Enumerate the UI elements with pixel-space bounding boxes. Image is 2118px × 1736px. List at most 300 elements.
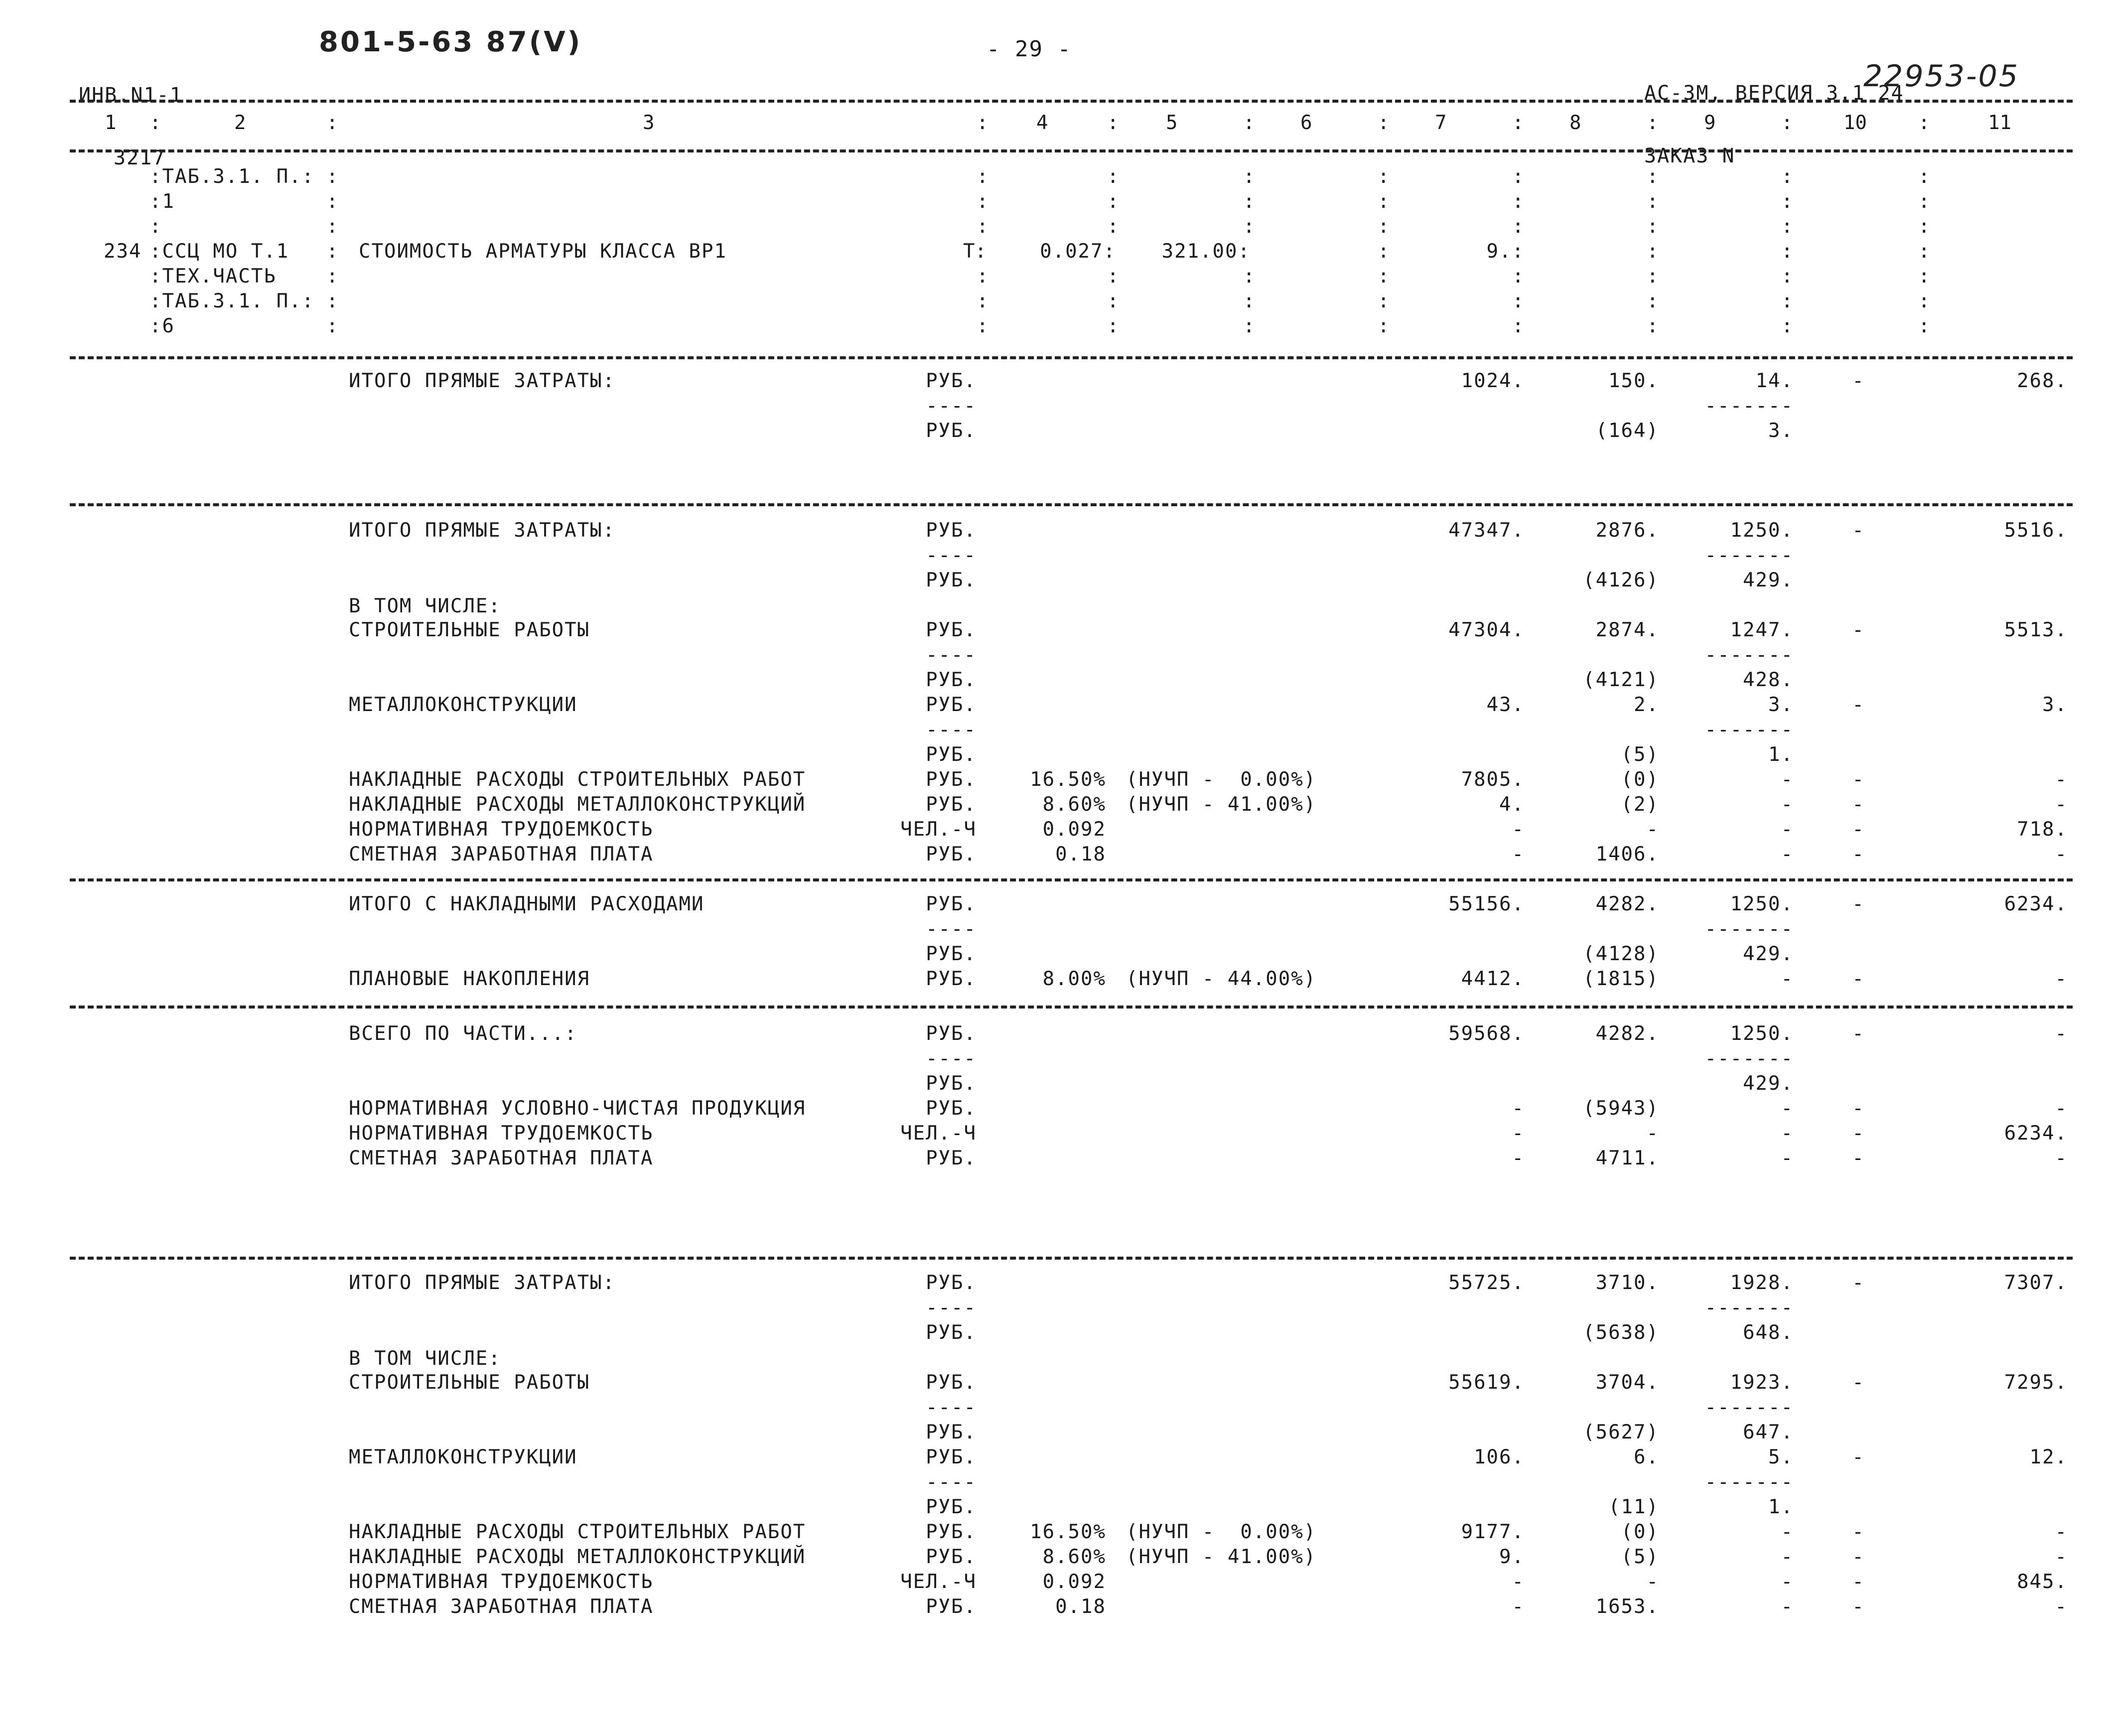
row-unit: РУБ.: [926, 420, 977, 442]
row-col10: -: [1852, 519, 1865, 542]
column-separator: :: [1243, 190, 1255, 213]
column-separator: :: [1243, 290, 1255, 312]
column-separator: :: [1378, 265, 1390, 288]
table-row: [0, 1046, 2118, 1071]
row-col9: -: [1781, 1595, 1794, 1618]
row-col11: -: [2055, 843, 2068, 866]
row-name: СМЕТНАЯ ЗАРАБОТНАЯ ПЛАТА: [349, 843, 654, 866]
table-row: [0, 1495, 2118, 1520]
table-row: [0, 419, 2118, 443]
item-number: 234: [104, 240, 142, 263]
column-separator: :: [1781, 112, 1793, 134]
row-unit: РУБ.: [926, 1496, 977, 1518]
column-separator: :: [977, 265, 988, 288]
item-price: 321.00:: [1161, 240, 1251, 263]
row-col8: 4282.: [1595, 1022, 1659, 1045]
table-row: [0, 1420, 2118, 1445]
row-col10: -: [1852, 1097, 1865, 1120]
row-col7: 43.: [1486, 694, 1525, 716]
item-reference-line: :: [149, 215, 162, 238]
row-col10: -: [1852, 1122, 1865, 1145]
row-col7: 4.: [1499, 793, 1525, 816]
row-col8: (5638): [1583, 1321, 1659, 1344]
row-unit: ----: [926, 1047, 977, 1070]
table-row: [0, 1271, 2118, 1296]
row-col9: -------: [1704, 644, 1794, 666]
column-separator: :: [1512, 190, 1524, 213]
row-col7: 9.: [1499, 1546, 1525, 1568]
table-row: [0, 742, 2118, 767]
row-unit: ЧЕЛ.-Ч: [900, 818, 977, 841]
column-separator: :: [1647, 265, 1659, 288]
column-separator: :: [1781, 265, 1793, 288]
row-unit: РУБ.: [926, 370, 977, 392]
column-separator: :: [1512, 112, 1524, 134]
column-separator: :: [1107, 315, 1119, 337]
column-separator: :: [326, 165, 338, 188]
row-col11: 7307.: [2004, 1272, 2068, 1294]
row-unit: РУБ.: [926, 943, 977, 965]
column-separator: :: [326, 240, 338, 263]
column-separator: :: [1647, 215, 1659, 238]
row-col9: -------: [1704, 1297, 1794, 1319]
row-col9: -: [1781, 818, 1794, 841]
row-col9: 429.: [1743, 1072, 1794, 1095]
item-reference-line: :6: [149, 315, 175, 337]
row-col7: 55156.: [1448, 893, 1525, 915]
column-separator: :: [1781, 315, 1793, 337]
row-col4: 16.50%: [1030, 1521, 1106, 1543]
column-separator: :: [1918, 112, 1930, 134]
row-name: НАКЛАДНЫЕ РАСХОДЫ МЕТАЛЛОКОНСТРУКЦИЙ: [349, 1546, 806, 1568]
row-col8: (11): [1608, 1496, 1659, 1518]
row-col8: 4711.: [1595, 1147, 1659, 1169]
row-col11: -: [2055, 1595, 2068, 1618]
row-col9: -: [1781, 768, 1794, 791]
table-row: [0, 892, 2118, 917]
table-row: [0, 967, 2118, 992]
inventory-line-1: ИНВ.N1-1: [79, 84, 183, 107]
row-col10: -: [1852, 843, 1865, 866]
table-row: [0, 518, 2118, 543]
row-name: В ТОМ ЧИСЛЕ:: [349, 1347, 501, 1370]
row-unit: РУБ.: [926, 843, 977, 866]
column-separator: :: [1243, 165, 1255, 188]
row-name: МЕТАЛЛОКОНСТРУКЦИИ: [349, 1446, 577, 1468]
row-col11: -: [2055, 1521, 2068, 1543]
row-col10: -: [1852, 1571, 1865, 1593]
row-unit: РУБ.: [926, 619, 977, 641]
row-col8: (5): [1621, 743, 1659, 766]
column-header-1: 1: [105, 112, 117, 134]
row-col4: 0.18: [1055, 1595, 1106, 1618]
row-col4: 8.60%: [1042, 793, 1106, 816]
row-col7: 9177.: [1461, 1521, 1525, 1543]
row-col8: (4126): [1583, 569, 1659, 591]
table-row: [0, 1520, 2118, 1545]
column-separator: :: [1918, 315, 1930, 337]
row-col11: -: [2055, 1097, 2068, 1120]
column-separator: :: [1243, 112, 1255, 134]
row-col5: (НУЧП - 0.00%): [1126, 1521, 1317, 1543]
row-col11: -: [2055, 768, 2068, 791]
row-col9: 428.: [1743, 669, 1794, 691]
row-col8: (5): [1621, 1546, 1659, 1568]
row-col8: 3704.: [1595, 1371, 1659, 1394]
table-row: [0, 618, 2118, 643]
row-col8: 2874.: [1595, 619, 1659, 641]
row-col4: 0.092: [1042, 818, 1106, 841]
row-col7: 106.: [1474, 1446, 1525, 1468]
row-col9: 648.: [1743, 1321, 1794, 1344]
program-label: АС-ЗМ, ВЕРСИЯ 3.1 24: [1644, 82, 1904, 105]
row-col9: -------: [1704, 395, 1794, 417]
row-name: ИТОГО ПРЯМЫЕ ЗАТРАТЫ:: [349, 1272, 616, 1294]
row-col8: 1653.: [1595, 1595, 1659, 1618]
column-separator: :: [149, 112, 161, 134]
column-separator: :: [1781, 240, 1793, 263]
row-unit: ----: [926, 918, 977, 940]
row-col11: -: [2055, 968, 2068, 990]
column-separator: :: [1107, 290, 1119, 312]
row-col9: 1928.: [1730, 1272, 1794, 1294]
row-unit: ЧЕЛ.-Ч: [900, 1571, 977, 1593]
row-col9: 1923.: [1730, 1371, 1794, 1394]
row-col11: 12.: [2029, 1446, 2068, 1468]
column-separator: :: [1243, 265, 1255, 288]
order-label: ЗАКАЗ N: [1644, 145, 1735, 167]
row-unit: ----: [926, 395, 977, 417]
row-col7: -: [1512, 843, 1525, 866]
table-row: [0, 942, 2118, 967]
table-row: [0, 1146, 2118, 1171]
row-col9: 5.: [1768, 1446, 1794, 1468]
row-unit: РУБ.: [926, 1521, 977, 1543]
item-reference-line: :ТАБ.3.1. П.:: [149, 290, 315, 312]
column-separator: :: [1107, 215, 1119, 238]
row-col8: 4282.: [1595, 893, 1659, 915]
row-col9: 1247.: [1730, 619, 1794, 641]
row-col4: 16.50%: [1030, 768, 1106, 791]
row-name: СТРОИТЕЛЬНЫЕ РАБОТЫ: [349, 1371, 590, 1394]
row-name: СТРОИТЕЛЬНЫЕ РАБОТЫ: [349, 619, 590, 641]
row-unit: РУБ.: [926, 1421, 977, 1444]
row-col7: 4412.: [1461, 968, 1525, 990]
column-separator: :: [977, 215, 988, 238]
column-separator: :: [1107, 165, 1119, 188]
row-col11: -: [2055, 1147, 2068, 1169]
row-col9: -: [1781, 1546, 1794, 1568]
row-col9: -: [1781, 1122, 1794, 1145]
column-separator: :: [1512, 265, 1524, 288]
column-separator: :: [1378, 240, 1390, 263]
order-number: 22953-05: [1863, 59, 2019, 94]
row-col7: 59568.: [1448, 1022, 1525, 1045]
row-col9: -: [1781, 1521, 1794, 1543]
table-row: [0, 1545, 2118, 1570]
table-row: [0, 594, 2118, 619]
row-col10: -: [1852, 694, 1865, 716]
row-col9: 1250.: [1730, 519, 1794, 542]
row-col9: -------: [1704, 1396, 1794, 1419]
table-row: [0, 568, 2118, 593]
row-col8: (4128): [1583, 943, 1659, 965]
row-col9: 1250.: [1730, 893, 1794, 915]
row-col8: (4121): [1583, 669, 1659, 691]
row-unit: ----: [926, 1471, 977, 1493]
column-separator: :: [1918, 215, 1930, 238]
row-name: ИТОГО ПРЯМЫЕ ЗАТРАТЫ:: [349, 519, 616, 542]
row-col9: 14.: [1755, 370, 1794, 392]
row-unit: ----: [926, 644, 977, 666]
row-unit: РУБ.: [926, 1147, 977, 1169]
column-separator: :: [1378, 215, 1390, 238]
row-name: МЕТАЛЛОКОНСТРУКЦИИ: [349, 694, 577, 716]
column-separator: :: [326, 290, 338, 312]
row-col10: -: [1852, 1022, 1865, 1045]
column-separator: :: [1918, 240, 1930, 263]
column-separator: :: [1107, 190, 1119, 213]
row-unit: РУБ.: [926, 569, 977, 591]
row-unit: РУБ.: [926, 1595, 977, 1618]
column-separator: :: [1243, 215, 1255, 238]
row-col8: 6.: [1634, 1446, 1659, 1468]
row-col9: -: [1781, 793, 1794, 816]
row-col8: (2): [1621, 793, 1659, 816]
item-unit: Т:: [963, 240, 987, 263]
row-unit: РУБ.: [926, 768, 977, 791]
row-col8: 2.: [1634, 694, 1659, 716]
row-col4: 8.60%: [1042, 1546, 1106, 1568]
row-col4: 0.18: [1055, 843, 1106, 866]
row-col9: -: [1781, 968, 1794, 990]
row-col9: 429.: [1743, 569, 1794, 591]
row-name: В ТОМ ЧИСЛЕ:: [349, 595, 501, 617]
row-col7: 47304.: [1448, 619, 1525, 641]
row-col8: -: [1646, 1122, 1659, 1145]
row-col8: 3710.: [1595, 1272, 1659, 1294]
table-row: [0, 693, 2118, 718]
inventory-line-2: 3217: [114, 146, 166, 169]
row-col4: 8.00%: [1042, 968, 1106, 990]
column-separator: :: [1781, 215, 1793, 238]
document-code: 801-5-63 87(V): [319, 26, 582, 58]
item-quantity: 0.027:: [1040, 240, 1116, 263]
row-unit: РУБ.: [926, 1022, 977, 1045]
row-unit: РУБ.: [926, 793, 977, 816]
row-name: ИТОГО С НАКЛАДНЫМИ РАСХОДАМИ: [349, 893, 705, 915]
column-separator: :: [1512, 290, 1524, 312]
table-row: [0, 1445, 2118, 1470]
column-separator: :: [1647, 290, 1659, 312]
column-separator: :: [1243, 315, 1255, 337]
row-col11: 6234.: [2004, 1122, 2068, 1145]
column-header-8: 8: [1569, 112, 1581, 134]
column-separator: :: [1378, 315, 1390, 337]
row-col7: -: [1512, 818, 1525, 841]
row-col8: 2876.: [1595, 519, 1659, 542]
row-col10: -: [1852, 1546, 1865, 1568]
column-separator: :: [1647, 315, 1659, 337]
column-separator: :: [1781, 190, 1793, 213]
column-separator: :: [977, 190, 988, 213]
row-col10: -: [1852, 1521, 1865, 1543]
row-col11: 268.: [2017, 370, 2068, 392]
column-separator: :: [326, 315, 338, 337]
row-col11: 7295.: [2004, 1371, 2068, 1394]
row-unit: ----: [926, 1396, 977, 1419]
table-row: [0, 1071, 2118, 1096]
column-separator: :: [1918, 165, 1930, 188]
table-row: [0, 917, 2118, 942]
row-unit: РУБ.: [926, 1072, 977, 1095]
row-col5: (НУЧП - 44.00%): [1126, 968, 1317, 990]
row-unit: ----: [926, 1297, 977, 1319]
row-name: НОРМАТИВНАЯ ТРУДОЕМКОСТЬ: [349, 818, 654, 841]
column-header-4: 4: [1036, 112, 1048, 134]
column-header-10: 10: [1843, 112, 1867, 134]
row-name: НАКЛАДНЫЕ РАСХОДЫ МЕТАЛЛОКОНСТРУКЦИЙ: [349, 793, 806, 816]
row-col8: (5943): [1583, 1097, 1659, 1120]
table-row: [0, 1021, 2118, 1046]
row-col9: -------: [1704, 719, 1794, 741]
page-number: - 29 -: [987, 36, 1072, 62]
row-col7: 1024.: [1461, 370, 1525, 392]
row-col11: -: [2055, 793, 2068, 816]
item-name: СТОИМОСТЬ АРМАТУРЫ КЛАССА ВР1: [359, 240, 727, 263]
row-col7: 47347.: [1448, 519, 1525, 542]
row-col10: -: [1852, 1147, 1865, 1169]
row-col8: (164): [1595, 420, 1659, 442]
column-separator: :: [1378, 190, 1390, 213]
column-separator: :: [1647, 240, 1659, 263]
row-name: НОРМАТИВНАЯ ТРУДОЕМКОСТЬ: [349, 1571, 654, 1593]
row-name: ИТОГО ПРЯМЫЕ ЗАТРАТЫ:: [349, 370, 616, 392]
row-col9: 1.: [1768, 743, 1794, 766]
row-col8: (1815): [1583, 968, 1659, 990]
column-separator: :: [1781, 290, 1793, 312]
column-header-9: 9: [1704, 112, 1716, 134]
column-separator: :: [1512, 215, 1524, 238]
row-col4: 0.092: [1042, 1571, 1106, 1593]
column-separator: :: [326, 190, 338, 213]
column-separator: :: [1107, 112, 1119, 134]
table-row: [0, 369, 2118, 394]
row-col9: -: [1781, 1097, 1794, 1120]
row-col9: 3.: [1768, 420, 1794, 442]
row-col11: 718.: [2017, 818, 2068, 841]
row-col10: -: [1852, 968, 1865, 990]
column-header-2: 2: [234, 112, 246, 134]
row-col9: -------: [1704, 544, 1794, 567]
row-unit: РУБ.: [926, 1446, 977, 1468]
row-unit: РУБ.: [926, 1272, 977, 1294]
row-unit: ----: [926, 719, 977, 741]
row-name: НОРМАТИВНАЯ УСЛОВНО-ЧИСТАЯ ПРОДУКЦИЯ: [349, 1097, 806, 1120]
row-col11: 5513.: [2004, 619, 2068, 641]
row-unit: РУБ.: [926, 893, 977, 915]
table-row: [0, 543, 2118, 568]
row-col8: -: [1646, 818, 1659, 841]
row-name: НАКЛАДНЫЕ РАСХОДЫ СТРОИТЕЛЬНЫХ РАБОТ: [349, 1521, 806, 1543]
row-col10: -: [1852, 818, 1865, 841]
row-col7: -: [1512, 1595, 1525, 1618]
row-unit: РУБ.: [926, 694, 977, 716]
row-col10: -: [1852, 893, 1865, 915]
row-col7: -: [1512, 1122, 1525, 1145]
table-row: [0, 842, 2118, 867]
row-col7: 7805.: [1461, 768, 1525, 791]
column-separator: :: [977, 290, 988, 312]
row-col8: (5627): [1583, 1421, 1659, 1444]
row-col8: 1406.: [1595, 843, 1659, 866]
row-col10: -: [1852, 1272, 1865, 1294]
column-separator: :: [1647, 112, 1659, 134]
table-row: [0, 792, 2118, 817]
item-reference-line: :1: [149, 190, 175, 213]
row-col5: (НУЧП - 0.00%): [1126, 768, 1317, 791]
row-unit: РУБ.: [926, 1546, 977, 1568]
row-unit: РУБ.: [926, 669, 977, 691]
row-col11: -: [2055, 1022, 2068, 1045]
column-header-11: 11: [1988, 112, 2011, 134]
row-col8: -: [1646, 1571, 1659, 1593]
table-row: [0, 1594, 2118, 1619]
column-separator: :: [977, 315, 988, 337]
row-col8: 150.: [1608, 370, 1659, 392]
row-name: НАКЛАДНЫЕ РАСХОДЫ СТРОИТЕЛЬНЫХ РАБОТ: [349, 768, 806, 791]
column-separator: :: [1918, 190, 1930, 213]
table-row: [0, 767, 2118, 792]
row-unit: РУБ.: [926, 743, 977, 766]
table-row: [0, 394, 2118, 419]
row-unit: РУБ.: [926, 1321, 977, 1344]
row-col10: -: [1852, 1595, 1865, 1618]
row-unit: РУБ.: [926, 968, 977, 990]
row-name: НОРМАТИВНАЯ ТРУДОЕМКОСТЬ: [349, 1122, 654, 1145]
row-col11: 845.: [2017, 1571, 2068, 1593]
row-unit: РУБ.: [926, 1097, 977, 1120]
row-col8: (0): [1621, 768, 1659, 791]
row-col11: 3.: [2042, 694, 2068, 716]
row-col7: -: [1512, 1571, 1525, 1593]
row-col11: 6234.: [2004, 893, 2068, 915]
row-col5: (НУЧП - 41.00%): [1126, 793, 1317, 816]
row-col11: 5516.: [2004, 519, 2068, 542]
row-col9: 1.: [1768, 1496, 1794, 1518]
row-name: СМЕТНАЯ ЗАРАБОТНАЯ ПЛАТА: [349, 1147, 654, 1169]
row-col9: -: [1781, 1571, 1794, 1593]
row-col9: -------: [1704, 1047, 1794, 1070]
column-header-5: 5: [1166, 112, 1178, 134]
row-name: ВСЕГО ПО ЧАСТИ...:: [349, 1022, 577, 1045]
column-separator: :: [326, 215, 338, 238]
row-col10: -: [1852, 370, 1865, 392]
table-row: [0, 1370, 2118, 1395]
row-unit: ----: [926, 544, 977, 567]
column-separator: :: [1647, 190, 1659, 213]
table-row: [0, 1395, 2118, 1420]
item-reference-line: :ССЦ МО Т.1: [149, 240, 289, 263]
column-separator: :: [1781, 165, 1793, 188]
row-name: ПЛАНОВЫЕ НАКОПЛЕНИЯ: [349, 968, 590, 990]
row-col10: -: [1852, 768, 1865, 791]
column-separator: :: [1378, 112, 1390, 134]
row-col5: (НУЧП - 41.00%): [1126, 1546, 1317, 1568]
row-col7: -: [1512, 1097, 1525, 1120]
row-col9: -: [1781, 1147, 1794, 1169]
row-col9: -------: [1704, 918, 1794, 940]
